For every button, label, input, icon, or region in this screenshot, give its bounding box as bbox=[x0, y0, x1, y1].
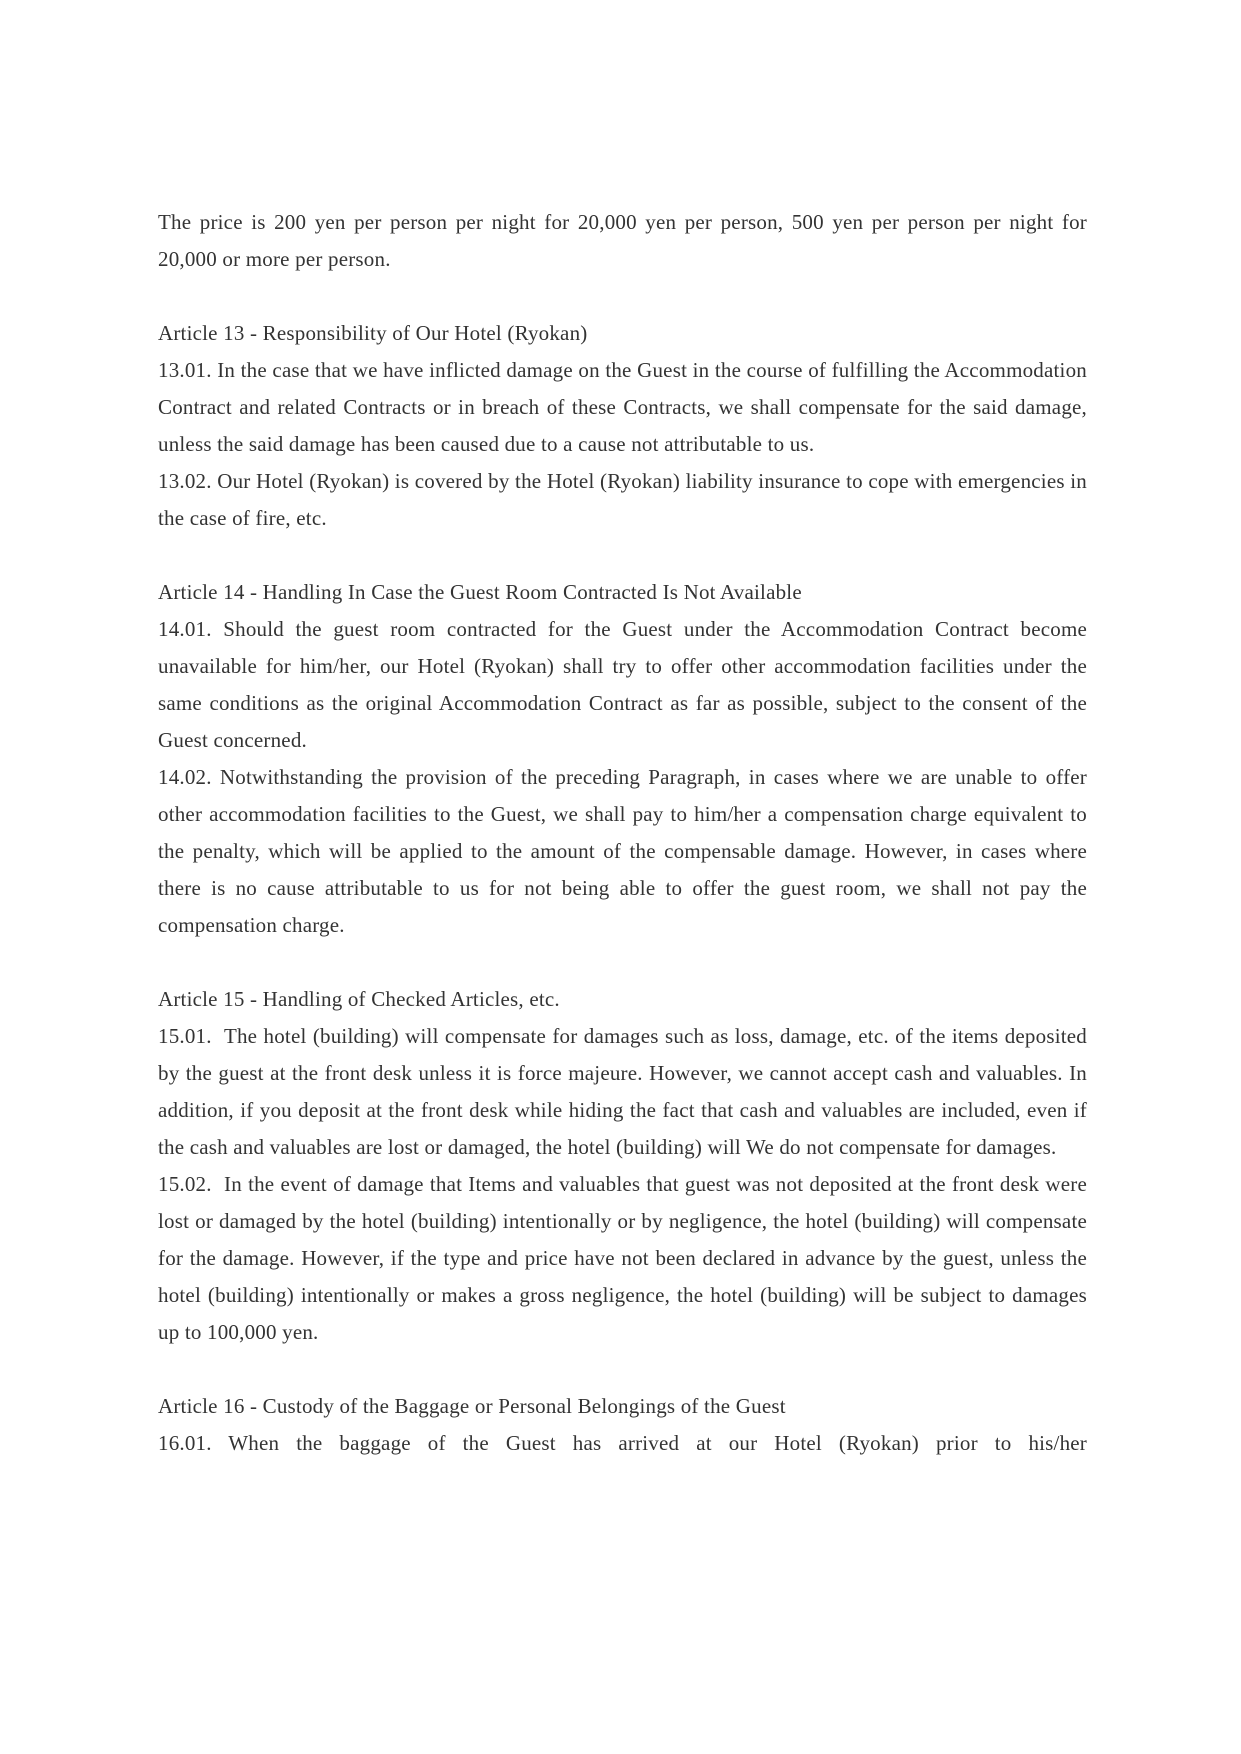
paragraph: 14.02. Notwithstanding the provision of the preceding Paragraph, in cases where we are unable to offer other accommodation facilities to the Guest, we shall pay to him/her a compensation charge equivalent to the penalty, which will be applied to the amount of the compensable damage. However, in cases where there is no cause attributable to us for not being able to offer the guest room, we shall not pay the compensation charge. bbox=[158, 765, 1093, 937]
paragraph: 13.01. In the case that we have inflicted damage on the Guest in the course of fulfilling the Accommodation Contract and related Contracts or in breach of these Contracts, we shall compensate for the said damage, unless the said damage has been caused due to a cause not attributable to us. bbox=[158, 358, 1093, 456]
paragraph: 15.01. The hotel (building) will compensate for damages such as loss, damage, etc. of the items deposited by the guest at the front desk unless it is force majeure. However, we cannot accept cash and valuables. In addition, if you deposit at the front desk while hiding the fact that cash and valuables are included, even if the cash and valuables are lost or damaged, the hotel (building) will We do not compensate for damages. bbox=[158, 1024, 1093, 1159]
paragraph: 15.02. In the event of damage that Items and valuables that guest was not deposited at the front desk were lost or damaged by the hotel (building) intentionally or by negligence, the hotel (building) will compensate for the damage. However, if the type and price have not been declared in advance by the guest, unless the hotel (building) intentionally or makes a gross negligence, the hotel (building) will be subject to damages up to 100,000 yen. bbox=[158, 1172, 1093, 1344]
article-heading: Article 16 - Custody of the Baggage or Personal Belongings of the Guest bbox=[158, 1394, 786, 1418]
paragraph: 14.01. Should the guest room contracted for the Guest under the Accommodation Contract become unavailable for him/her, our Hotel (Ryokan) shall try to offer other accommodation facilities under the same conditions as the original Accommodation Contract as far as possible, subject to the consent of the Guest concerned. bbox=[158, 617, 1093, 752]
paragraph: The price is 200 yen per person per night for 20,000 yen per person, 500 yen per person per night for 20,000 or more per person. bbox=[158, 210, 1093, 271]
paragraph-spacer bbox=[158, 537, 1087, 574]
paragraph: 16.01. When the baggage of the Guest has arrived at our Hotel (Ryokan) prior to his/her bbox=[158, 1431, 1087, 1455]
paragraph-spacer bbox=[158, 1351, 1087, 1388]
article-heading: Article 14 - Handling In Case the Guest Room Contracted Is Not Available bbox=[158, 580, 802, 604]
document-body bbox=[158, 204, 1093, 1462]
article-heading: Article 15 - Handling of Checked Articles, etc. bbox=[158, 987, 560, 1011]
paragraph-spacer bbox=[158, 278, 1087, 315]
paragraph-spacer bbox=[158, 944, 1087, 981]
paragraph: 13.02. Our Hotel (Ryokan) is covered by the Hotel (Ryokan) liability insurance to cope with emergencies in the case of fire, etc. bbox=[158, 469, 1093, 530]
article-heading: Article 13 - Responsibility of Our Hotel (Ryokan) bbox=[158, 321, 588, 345]
